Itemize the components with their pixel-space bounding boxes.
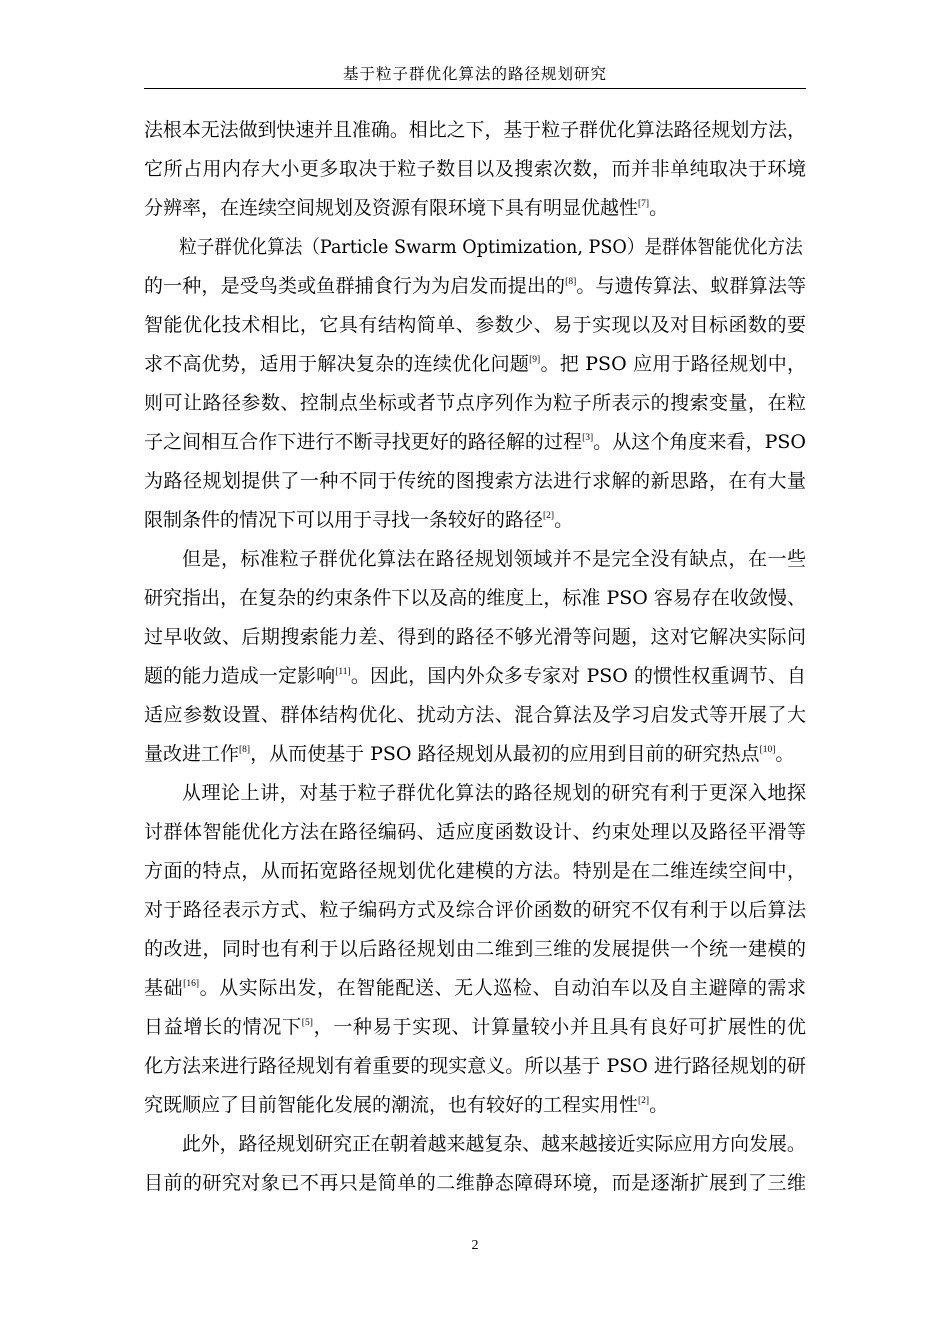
text-line: 化方法来进行路径规划有着重要的现实意义。所以基于 PSO 进行路径规划的研 bbox=[144, 1055, 806, 1077]
text-line: 限制条件的情况下可以用于寻找一条较好的路径[2]。 bbox=[144, 509, 574, 531]
paragraph-4 bbox=[144, 774, 806, 1125]
text-line: 粒子群优化算法（Particle Swarm Optimization, PSO）是群体智能优化方法 bbox=[179, 236, 803, 258]
text-line: 过早收敛、后期搜索能力差、得到的路径不够光滑等问题，这对它解决实际问 bbox=[144, 626, 806, 648]
text-line: 从理论上讲，对基于粒子群优化算法的路径规划的研究有利于更深入地探 bbox=[182, 782, 806, 804]
text-line: 求不高优势，适用于解决复杂的连续优化问题[9]。把 PSO 应用于路径规划中， bbox=[144, 353, 806, 375]
paragraph-1 bbox=[144, 111, 806, 228]
citation-marker: [7] bbox=[638, 198, 650, 209]
body-text bbox=[144, 111, 806, 1203]
paragraph-5 bbox=[144, 1125, 806, 1203]
text-line: 究既顺应了目前智能化发展的潮流，也有较好的工程实用性[2]。 bbox=[144, 1094, 669, 1116]
text-line: 题的能力造成一定影响[11]。因此，国内外众多专家对 PSO 的惯性权重调节、自 bbox=[144, 665, 806, 687]
paragraph-2 bbox=[144, 228, 806, 540]
citation-marker: [2] bbox=[543, 510, 555, 521]
text-line: 方面的特点，从而拓宽路径规划优化建模的方法。特别是在二维连续空间中， bbox=[144, 860, 806, 882]
text-line: 则可让路径参数、控制点坐标或者节点序列作为粒子所表示的搜索变量，在粒 bbox=[144, 392, 806, 414]
citation-marker: [5] bbox=[301, 1017, 313, 1028]
text-line: 讨群体智能优化方法在路径编码、适应度函数设计、约束处理以及路径平滑等 bbox=[144, 821, 806, 843]
citation-marker: [3] bbox=[582, 432, 594, 443]
page-number: 2 bbox=[471, 1238, 479, 1253]
text-line: 分辨率，在连续空间规划及资源有限环境下具有明显优越性[7]。 bbox=[144, 197, 669, 219]
text-line: 子之间相互合作下进行不断寻找更好的路径解的过程[3]。从这个角度来看，PSO bbox=[144, 431, 806, 453]
text-line: 的改进，同时也有利于以后路径规划由二维到三维的发展提供一个统一建模的 bbox=[144, 938, 806, 960]
header-rule bbox=[144, 88, 806, 89]
citation-marker: [10] bbox=[759, 744, 776, 755]
citation-marker: [2] bbox=[638, 1095, 650, 1106]
text-line: 它所占用内存大小更多取决于粒子数目以及搜索次数，而并非单纯取决于环境 bbox=[144, 158, 806, 180]
citation-marker: [8] bbox=[239, 744, 251, 755]
text-line: 但是，标准粒子群优化算法在路径规划领域并不是完全没有缺点，在一些 bbox=[182, 548, 806, 570]
citation-marker: [16] bbox=[183, 978, 199, 989]
citation-marker: [9] bbox=[529, 354, 541, 365]
citation-marker: [8] bbox=[565, 276, 577, 287]
text-line: 智能优化技术相比，它具有结构简单、参数少、易于实现以及对目标函数的要 bbox=[144, 314, 806, 336]
text-line: 目前的研究对象已不再只是简单的二维静态障碍环境，而是逐渐扩展到了三维 bbox=[144, 1172, 806, 1194]
text-line: 为路径规划提供了一种不同于传统的图搜索方法进行求解的新思路，在有大量 bbox=[144, 470, 806, 492]
text-line: 法根本无法做到快速并且准确。相比之下，基于粒子群优化算法路径规划方法， bbox=[144, 119, 807, 141]
text-line: 此外，路径规划研究正在朝着越来越复杂、越来越接近实际应用方向发展。 bbox=[181, 1133, 806, 1155]
running-header: 基于粒子群优化算法的路径规划研究 bbox=[342, 65, 607, 83]
text-line: 基础[16]。从实际出发，在智能配送、无人巡检、自动泊车以及自主避障的需求 bbox=[144, 977, 806, 999]
citation-marker: [11] bbox=[335, 666, 351, 677]
text-line: 量改进工作[8]，从而使基于 PSO 路径规划从最初的应用到目前的研究热点[10]。 bbox=[144, 743, 795, 765]
text-line: 的一种，是受鸟类或鱼群捕食行为为启发而提出的[8]。与遗传算法、蚁群算法等 bbox=[144, 275, 806, 297]
text-line: 适应参数设置、群体结构优化、扰动方法、混合算法及学习启发式等开展了大 bbox=[144, 704, 806, 726]
text-line: 研究指出，在复杂的约束条件下以及高的维度上，标准 PSO 容易存在收敛慢、 bbox=[144, 587, 806, 609]
text-line: 日益增长的情况下[5]，一种易于实现、计算量较小并且具有良好可扩展性的优 bbox=[144, 1016, 806, 1038]
text-line: 对于路径表示方式、粒子编码方式及综合评价函数的研究不仅有利于以后算法 bbox=[144, 899, 806, 921]
paragraph-3 bbox=[144, 540, 806, 774]
